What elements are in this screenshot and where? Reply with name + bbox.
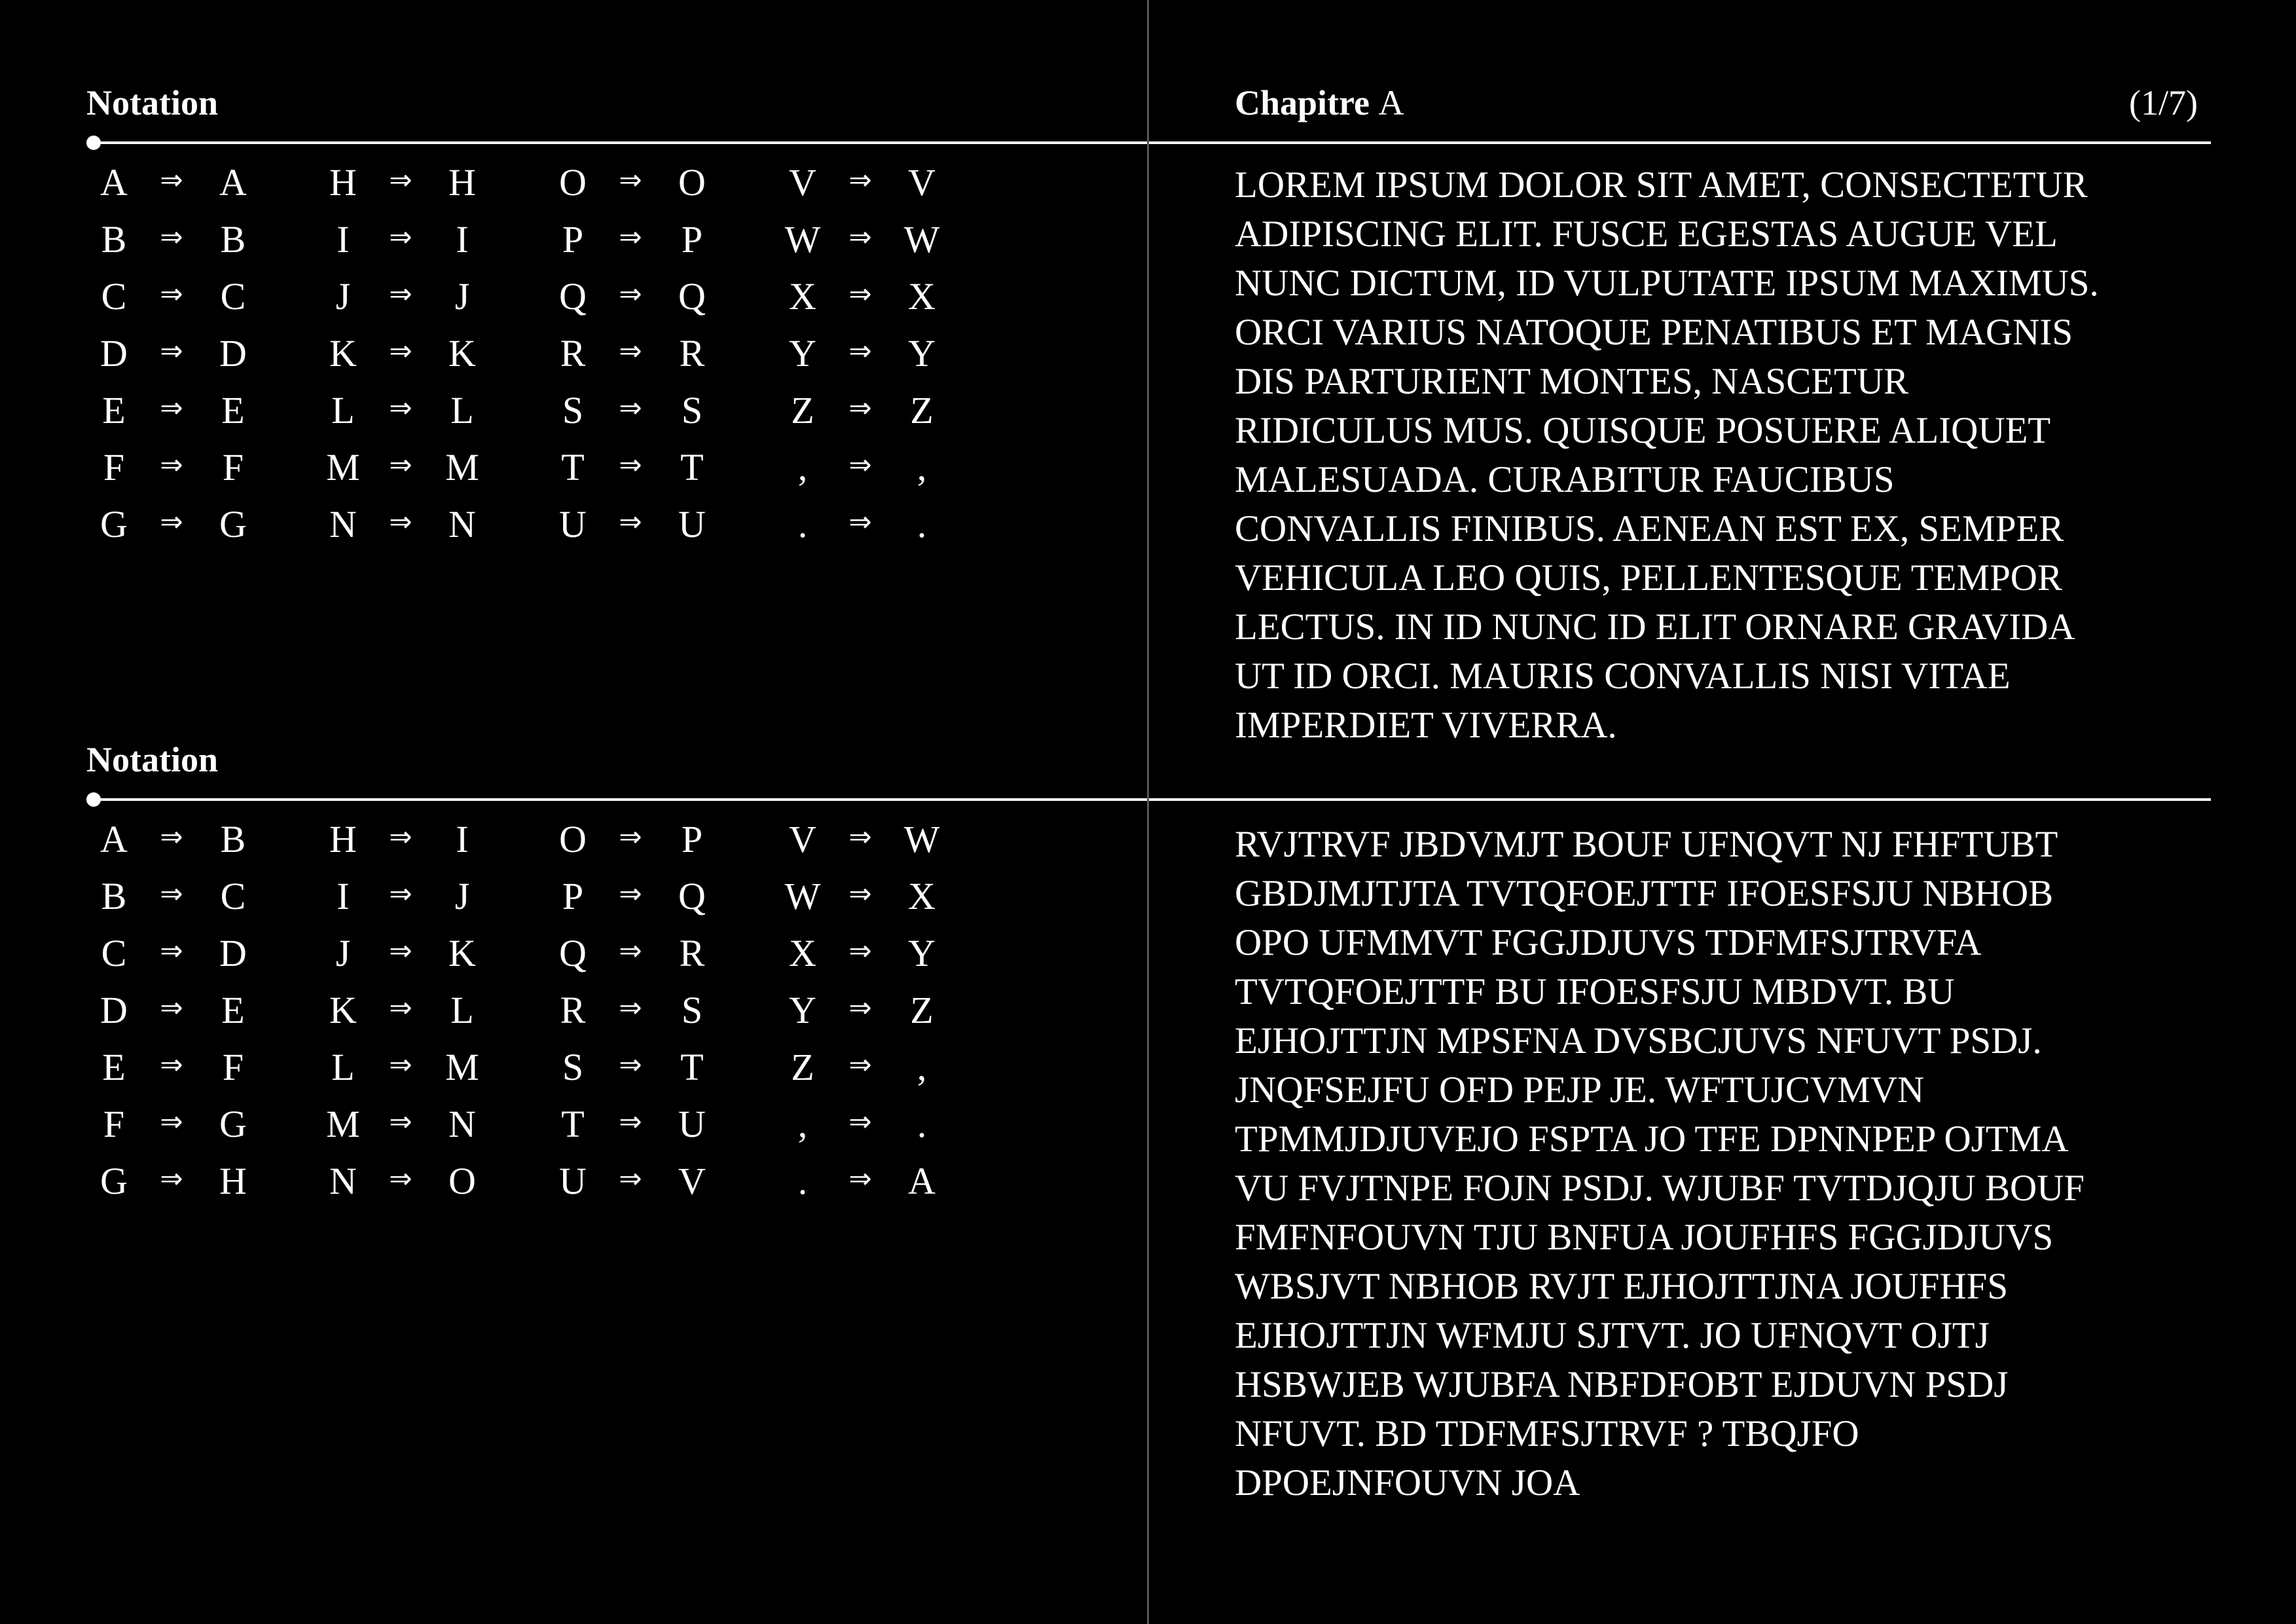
shift-source-1-0: B xyxy=(101,875,127,917)
mapping-arrow-icon: ⇒ xyxy=(848,991,872,1024)
identity-target-5-0: F xyxy=(222,446,244,489)
shift-target-6-1: O xyxy=(448,1160,476,1202)
cipher-text-line: NFUVT. BD TDFMFSJTRVF ? TBQJFO xyxy=(1235,1413,1859,1454)
identity-source-6-1: N xyxy=(329,503,357,545)
shift-source-2-3: X xyxy=(789,932,816,974)
shift-target-2-1: K xyxy=(448,932,476,974)
cipher-text-line: OPO UFMMVT FGGJDJUVS TDFMFSJTRVFA xyxy=(1235,922,1982,963)
mapping-arrow-icon: ⇒ xyxy=(848,221,872,253)
identity-target-5-3: , xyxy=(917,446,927,489)
mapping-arrow-icon: ⇒ xyxy=(160,1162,183,1194)
plain-text-line: LECTUS. IN ID NUNC ID ELIT ORNARE GRAVIDA xyxy=(1235,606,2075,648)
identity-target-2-2: Q xyxy=(678,275,706,318)
shift-source-4-0: E xyxy=(102,1046,126,1088)
mapping-arrow-icon: ⇒ xyxy=(619,1162,642,1194)
shift-source-2-1: J xyxy=(335,932,351,974)
cipher-text-paragraph xyxy=(1235,820,2204,1507)
identity-source-6-3: . xyxy=(797,503,808,545)
center-divider xyxy=(1147,0,1149,1624)
mapping-arrow-icon: ⇒ xyxy=(619,1048,642,1080)
mapping-arrow-icon: ⇒ xyxy=(619,392,642,424)
shift-target-1-3: X xyxy=(908,875,936,917)
shift-source-4-2: S xyxy=(562,1046,584,1088)
shift-source-3-1: K xyxy=(329,989,357,1031)
identity-target-5-1: M xyxy=(445,446,479,489)
rule-bottom-left xyxy=(92,798,1147,801)
identity-source-2-2: Q xyxy=(559,275,587,318)
mapping-arrow-icon: ⇒ xyxy=(389,506,412,538)
mapping-arrow-icon: ⇒ xyxy=(389,335,412,367)
shift-target-2-0: D xyxy=(219,932,247,974)
cipher-text-line: TVTQFOEJTTF BU IFOESFSJU MBDVT. BU xyxy=(1235,971,1955,1012)
cipher-text-line: TPMMJDJUVEJO FSPTA JO TFE DPNNPEP OJTMA xyxy=(1235,1118,2069,1160)
plain-text-line: UT ID ORCI. MAURIS CONVALLIS NISI VITAE xyxy=(1235,655,2011,697)
mapping-arrow-icon: ⇒ xyxy=(848,1048,872,1080)
cipher-text-line: DPOEJNFOUVN JOA xyxy=(1235,1462,1580,1504)
mapping-arrow-icon: ⇒ xyxy=(389,164,412,196)
shift-target-4-2: T xyxy=(680,1046,704,1088)
identity-target-6-2: U xyxy=(678,503,706,545)
mapping-arrow-icon: ⇒ xyxy=(619,506,642,538)
identity-target-3-3: Y xyxy=(908,332,936,375)
mapping-arrow-icon: ⇒ xyxy=(848,506,872,538)
mapping-arrow-icon: ⇒ xyxy=(160,278,183,310)
identity-target-1-3: W xyxy=(903,218,940,261)
mapping-arrow-icon: ⇒ xyxy=(389,449,412,481)
shift-target-0-3: W xyxy=(903,818,940,860)
identity-target-4-2: S xyxy=(681,389,703,432)
identity-target-6-0: G xyxy=(219,503,247,545)
mapping-arrow-icon: ⇒ xyxy=(160,221,183,253)
shift-source-3-0: D xyxy=(100,989,128,1031)
mapping-arrow-icon: ⇒ xyxy=(389,392,412,424)
identity-target-3-1: K xyxy=(448,332,476,375)
mapping-arrow-icon: ⇒ xyxy=(848,278,872,310)
identity-target-2-3: X xyxy=(908,275,936,318)
shift-source-5-3: , xyxy=(797,1103,808,1145)
shift-source-5-0: F xyxy=(103,1103,125,1145)
cipher-text-line: GBDJMJTJTA TVTQFOEJTTF IFOESFSJU NBHOB xyxy=(1235,873,2054,914)
mapping-arrow-icon: ⇒ xyxy=(389,1105,412,1137)
shift-target-0-2: P xyxy=(681,818,703,860)
mapping-arrow-icon: ⇒ xyxy=(619,221,642,253)
chapter-title xyxy=(1235,85,1404,120)
mapping-arrow-icon: ⇒ xyxy=(848,1162,872,1194)
shift-target-4-1: M xyxy=(445,1046,479,1088)
identity-source-4-3: Z xyxy=(791,389,814,432)
identity-target-0-2: O xyxy=(678,161,706,204)
identity-target-1-1: I xyxy=(456,218,469,261)
shift-source-6-1: N xyxy=(329,1160,357,1202)
shift-source-5-2: T xyxy=(561,1103,585,1145)
rule-bottom-right xyxy=(1149,798,2211,801)
identity-source-2-0: C xyxy=(101,275,127,318)
mapping-arrow-icon: ⇒ xyxy=(619,1105,642,1137)
plain-text-line: RIDICULUS MUS. QUISQUE POSUERE ALIQUET xyxy=(1235,410,2051,451)
shift-source-1-3: W xyxy=(784,875,821,917)
mapping-arrow-icon: ⇒ xyxy=(160,392,183,424)
mapping-arrow-icon: ⇒ xyxy=(389,278,412,310)
plain-text-line: IMPERDIET VIVERRA. xyxy=(1235,705,1617,746)
shift-source-4-3: Z xyxy=(791,1046,814,1088)
identity-source-4-2: S xyxy=(562,389,584,432)
identity-source-2-1: J xyxy=(335,275,351,318)
mapping-arrow-icon: ⇒ xyxy=(160,934,183,967)
identity-source-5-2: T xyxy=(561,446,585,489)
mapping-arrow-icon: ⇒ xyxy=(160,506,183,538)
mapping-arrow-icon: ⇒ xyxy=(848,1105,872,1137)
shift-target-5-3: . xyxy=(917,1103,927,1145)
shift-target-0-1: I xyxy=(456,818,469,860)
shift-source-3-3: Y xyxy=(789,989,816,1031)
plain-text-line: ADIPISCING ELIT. FUSCE EGESTAS AUGUE VEL xyxy=(1235,213,2058,255)
mapping-arrow-icon: ⇒ xyxy=(619,877,642,910)
identity-source-0-1: H xyxy=(329,161,357,204)
shift-target-3-3: Z xyxy=(910,989,934,1031)
identity-target-3-0: D xyxy=(219,332,247,375)
chapter-letter: A xyxy=(1378,83,1404,122)
shift-source-4-1: L xyxy=(331,1046,355,1088)
identity-source-5-1: M xyxy=(326,446,360,489)
identity-target-3-2: R xyxy=(679,332,705,375)
cipher-text-line: VU FVJTNPE FOJN PSDJ. WJUBF TVTDJQJU BOUF xyxy=(1235,1168,2085,1209)
shift-target-4-3: , xyxy=(917,1046,927,1088)
identity-target-0-3: V xyxy=(908,161,936,204)
identity-target-6-1: N xyxy=(448,503,476,545)
shift-target-6-2: V xyxy=(678,1160,706,1202)
identity-target-4-3: Z xyxy=(910,389,934,432)
identity-source-0-0: A xyxy=(100,161,128,204)
mapping-arrow-icon: ⇒ xyxy=(160,449,183,481)
shift-target-6-0: H xyxy=(219,1160,247,1202)
shift-target-3-1: L xyxy=(450,989,474,1031)
plain-text-line: ORCI VARIUS NATOQUE PENATIBUS ET MAGNIS xyxy=(1235,312,2073,353)
mapping-arrow-icon: ⇒ xyxy=(848,449,872,481)
cipher-text-line: RVJTRVF JBDVMJT BOUF UFNQVT NJ FHFTUBT xyxy=(1235,824,2058,865)
shift-target-4-0: F xyxy=(222,1046,244,1088)
shift-target-3-0: E xyxy=(221,989,245,1031)
mapping-arrow-icon: ⇒ xyxy=(389,934,412,967)
mapping-arrow-icon: ⇒ xyxy=(619,821,642,853)
identity-source-4-0: E xyxy=(102,389,126,432)
identity-source-3-2: R xyxy=(560,332,586,375)
identity-target-4-0: E xyxy=(221,389,245,432)
cipher-text-line: WBSJVT NBHOB RVJT EJHOJTTJNA JOUFHFS xyxy=(1235,1266,2009,1307)
shift-source-0-0: A xyxy=(100,818,128,860)
mapping-arrow-icon: ⇒ xyxy=(160,335,183,367)
mapping-arrow-icon: ⇒ xyxy=(619,278,642,310)
identity-source-3-1: K xyxy=(329,332,357,375)
cipher-text-line: EJHOJTTJN WFMJU SJTVT. JO UFNQVT OJTJ xyxy=(1235,1315,1990,1356)
plain-text-line: CONVALLIS FINIBUS. AENEAN EST EX, SEMPER xyxy=(1235,508,2064,549)
mapping-arrow-icon: ⇒ xyxy=(160,1048,183,1080)
plain-text-line: MALESUADA. CURABITUR FAUCIBUS xyxy=(1235,459,1895,500)
shift-source-1-2: P xyxy=(562,875,584,917)
shift-target-1-0: C xyxy=(220,875,246,917)
mapping-arrow-icon: ⇒ xyxy=(389,821,412,853)
cipher-text-line: HSBWJEB WJUBFA NBFDFOBT EJDUVN PSDJ xyxy=(1235,1364,2009,1405)
mapping-arrow-icon: ⇒ xyxy=(619,164,642,196)
chapter-label: Chapitre xyxy=(1235,83,1370,122)
mapping-arrow-icon: ⇒ xyxy=(160,164,183,196)
shift-source-0-1: H xyxy=(329,818,357,860)
identity-source-1-0: B xyxy=(101,218,127,261)
mapping-arrow-icon: ⇒ xyxy=(619,449,642,481)
identity-target-4-1: L xyxy=(450,389,474,432)
shift-source-0-2: O xyxy=(559,818,587,860)
shift-source-6-0: G xyxy=(100,1160,128,1202)
shift-source-2-0: C xyxy=(101,932,127,974)
identity-target-2-0: C xyxy=(220,275,246,318)
identity-target-0-1: H xyxy=(448,161,476,204)
notation-heading-bottom: Notation xyxy=(86,740,218,779)
notation-heading-top: Notation xyxy=(86,83,218,122)
mapping-arrow-icon: ⇒ xyxy=(160,1105,183,1137)
notation-table-identity xyxy=(86,161,990,563)
identity-source-2-3: X xyxy=(789,275,816,318)
identity-target-1-2: P xyxy=(681,218,703,261)
identity-source-4-1: L xyxy=(331,389,355,432)
mapping-arrow-icon: ⇒ xyxy=(619,934,642,967)
shift-source-6-2: U xyxy=(559,1160,587,1202)
rule-top-right xyxy=(1149,141,2211,144)
identity-source-3-0: D xyxy=(100,332,128,375)
identity-source-3-3: Y xyxy=(789,332,816,375)
page-counter: (1/7) xyxy=(2129,83,2198,122)
shift-target-6-3: A xyxy=(908,1160,936,1202)
identity-target-5-2: T xyxy=(680,446,704,489)
mapping-arrow-icon: ⇒ xyxy=(619,991,642,1024)
mapping-arrow-icon: ⇒ xyxy=(619,335,642,367)
identity-source-0-2: O xyxy=(559,161,587,204)
shift-source-2-2: Q xyxy=(559,932,587,974)
mapping-arrow-icon: ⇒ xyxy=(389,1048,412,1080)
cipher-text-line: EJHOJTTJN MPSFNA DVSBCJUVS NFUVT PSDJ. xyxy=(1235,1020,2042,1061)
plain-text-paragraph xyxy=(1235,160,2204,750)
mapping-arrow-icon: ⇒ xyxy=(389,1162,412,1194)
notation-table-shift xyxy=(86,818,990,1220)
mapping-arrow-icon: ⇒ xyxy=(848,335,872,367)
mapping-arrow-icon: ⇒ xyxy=(160,821,183,853)
identity-target-6-3: . xyxy=(917,503,927,545)
mapping-arrow-icon: ⇒ xyxy=(848,821,872,853)
mapping-arrow-icon: ⇒ xyxy=(848,392,872,424)
identity-source-6-0: G xyxy=(100,503,128,545)
identity-source-1-2: P xyxy=(562,218,584,261)
mapping-arrow-icon: ⇒ xyxy=(848,934,872,967)
identity-source-5-0: F xyxy=(103,446,125,489)
shift-target-5-2: U xyxy=(678,1103,706,1145)
shift-source-5-1: M xyxy=(326,1103,360,1145)
identity-target-0-0: A xyxy=(219,161,247,204)
identity-source-6-2: U xyxy=(559,503,587,545)
mapping-arrow-icon: ⇒ xyxy=(160,877,183,910)
cipher-text-line: JNQFSEJFU OFD PEJP JE. WFTUJCVMVN xyxy=(1235,1069,1925,1111)
shift-target-3-2: S xyxy=(681,989,703,1031)
mapping-arrow-icon: ⇒ xyxy=(389,877,412,910)
identity-source-0-3: V xyxy=(789,161,816,204)
mapping-arrow-icon: ⇒ xyxy=(848,164,872,196)
rule-top-left xyxy=(92,141,1147,144)
shift-target-5-1: N xyxy=(448,1103,476,1145)
identity-source-1-1: I xyxy=(337,218,350,261)
mapping-arrow-icon: ⇒ xyxy=(848,877,872,910)
plain-text-line: VEHICULA LEO QUIS, PELLENTESQUE TEMPOR xyxy=(1235,557,2062,599)
identity-target-2-1: J xyxy=(454,275,470,318)
identity-target-1-0: B xyxy=(220,218,246,261)
shift-source-0-3: V xyxy=(789,818,816,860)
identity-source-1-3: W xyxy=(784,218,821,261)
shift-source-3-2: R xyxy=(560,989,586,1031)
shift-source-1-1: I xyxy=(337,875,350,917)
shift-target-2-3: Y xyxy=(908,932,936,974)
mapping-arrow-icon: ⇒ xyxy=(160,991,183,1024)
mapping-arrow-icon: ⇒ xyxy=(389,221,412,253)
shift-target-0-0: B xyxy=(220,818,246,860)
plain-text-line: LOREM IPSUM DOLOR SIT AMET, CONSECTETUR xyxy=(1235,164,2088,206)
mapping-arrow-icon: ⇒ xyxy=(389,991,412,1024)
shift-source-6-3: . xyxy=(797,1160,808,1202)
plain-text-line: DIS PARTURIENT MONTES, NASCETUR xyxy=(1235,361,1909,402)
plain-text-line: NUNC DICTUM, ID VULPUTATE IPSUM MAXIMUS. xyxy=(1235,263,2099,304)
cipher-text-line: FMFNFOUVN TJU BNFUA JOUFHFS FGGJDJUVS xyxy=(1235,1217,2054,1258)
identity-source-5-3: , xyxy=(797,446,808,489)
shift-target-1-2: Q xyxy=(678,875,706,917)
shift-target-5-0: G xyxy=(219,1103,247,1145)
shift-target-2-2: R xyxy=(679,932,705,974)
shift-target-1-1: J xyxy=(454,875,470,917)
